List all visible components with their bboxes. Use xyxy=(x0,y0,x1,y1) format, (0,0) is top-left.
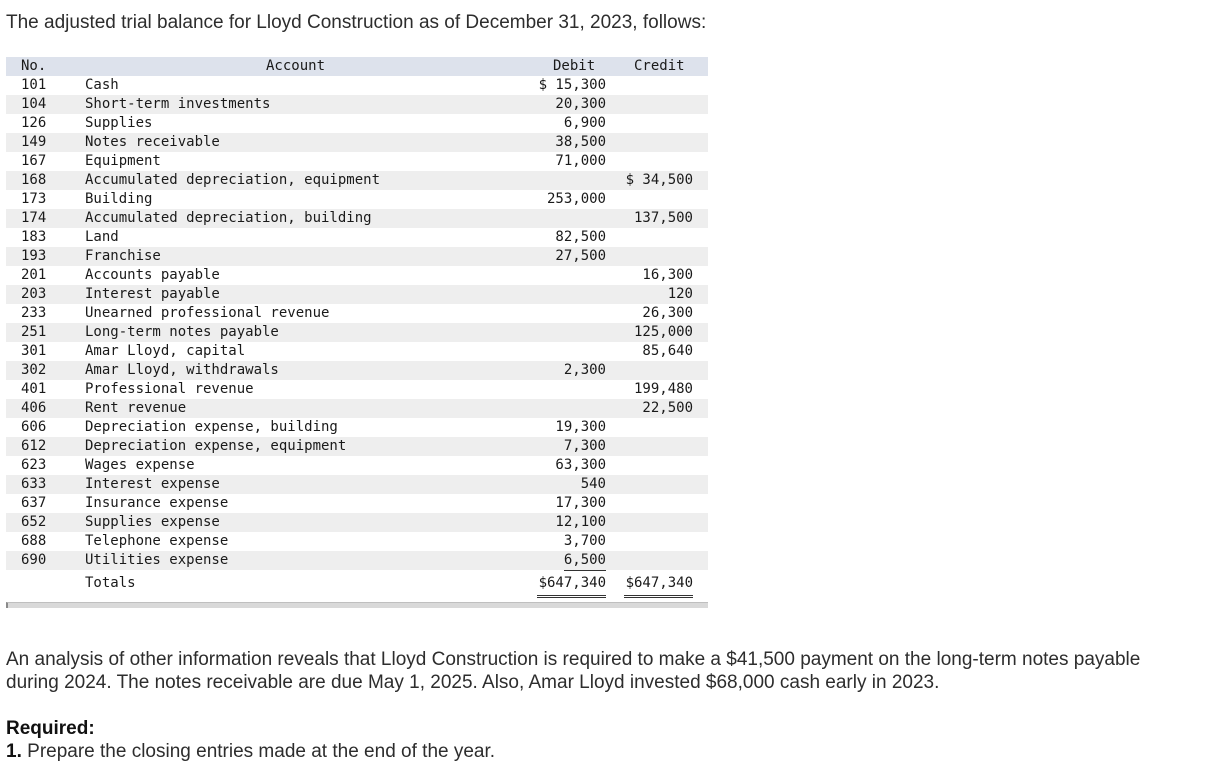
account-name: Interest payable xyxy=(85,286,220,302)
account-name: Long-term notes payable xyxy=(85,324,279,340)
account-name: Utilities expense xyxy=(85,552,229,568)
debit-amount: 540 xyxy=(580,476,606,492)
table-row xyxy=(6,133,708,152)
credit-amount: 16,300 xyxy=(642,267,693,283)
account-number: 173 xyxy=(21,191,47,207)
credit-amount: 137,500 xyxy=(633,210,693,226)
credit-amount: 22,500 xyxy=(642,400,693,416)
account-name: Notes receivable xyxy=(85,134,220,150)
intro-text: The adjusted trial balance for Lloyd Construction as of December 31, 2023, follows: xyxy=(6,12,707,33)
account-name: Cash xyxy=(85,77,119,93)
debit-amount: $ 15,300 xyxy=(538,77,606,93)
table-row xyxy=(6,76,708,95)
header-credit: Credit xyxy=(634,58,685,74)
table-row xyxy=(6,532,708,551)
table-row xyxy=(6,228,708,247)
table-row xyxy=(6,95,708,114)
account-name: Telephone expense xyxy=(85,533,229,549)
credit-amount: 120 xyxy=(667,286,693,302)
account-name: Equipment xyxy=(85,153,161,169)
account-name: Depreciation expense, equipment xyxy=(85,438,347,454)
debit-amount: 19,300 xyxy=(555,419,606,435)
account-number: 302 xyxy=(21,362,47,378)
required-section xyxy=(6,717,495,763)
debit-amount: 6,900 xyxy=(563,115,606,131)
account-number: 690 xyxy=(21,552,47,568)
credit-amount: 125,000 xyxy=(633,324,693,340)
credit-amount: 199,480 xyxy=(633,381,693,397)
table-row xyxy=(6,399,708,418)
table-row xyxy=(6,285,708,304)
table-row xyxy=(6,114,708,133)
table-row xyxy=(6,323,708,342)
account-number: 637 xyxy=(21,495,47,511)
account-name: Supplies xyxy=(85,115,153,131)
account-number: 126 xyxy=(21,115,47,131)
debit-amount: 17,300 xyxy=(555,495,606,511)
debit-amount: 82,500 xyxy=(555,229,606,245)
account-name: Franchise xyxy=(85,248,161,264)
header-no: No. xyxy=(21,58,47,74)
account-number: 401 xyxy=(21,381,47,397)
debit-amount: 3,700 xyxy=(563,533,606,549)
account-name: Rent revenue xyxy=(85,400,187,416)
credit-amount: 85,640 xyxy=(642,343,693,359)
account-name: Accumulated depreciation, building xyxy=(85,210,372,226)
account-name: Professional revenue xyxy=(85,381,254,397)
account-number: 201 xyxy=(21,267,47,283)
debit-amount: 63,300 xyxy=(555,457,606,473)
table-row xyxy=(6,380,708,399)
table-row xyxy=(6,475,708,494)
account-number: 623 xyxy=(21,457,47,473)
analysis-text: An analysis of other information reveals that Lloyd Construction is required to make a $41,500 payment on the long-term notes payable during 2024. The notes receivable are due May 1, 2025. Also, Amar Lloyd invested $68,000 cash early in 2023. xyxy=(6,649,1141,693)
account-name: Supplies expense xyxy=(85,514,220,530)
account-name: Interest expense xyxy=(85,476,220,492)
required-item-text: Prepare the closing entries made at the end of the year. xyxy=(27,741,496,762)
account-number: 167 xyxy=(21,153,47,169)
debit-amount: 38,500 xyxy=(555,134,606,150)
account-name: Short-term investments xyxy=(85,96,271,112)
account-name: Accounts payable xyxy=(85,267,220,283)
account-number: 251 xyxy=(21,324,47,340)
debit-amount: 12,100 xyxy=(555,514,606,530)
account-number: 168 xyxy=(21,172,47,188)
account-name: Unearned professional revenue xyxy=(85,305,330,321)
table-body xyxy=(6,76,708,570)
table-row xyxy=(6,418,708,437)
account-number: 633 xyxy=(21,476,47,492)
account-number: 233 xyxy=(21,305,47,321)
debit-amount: 20,300 xyxy=(555,96,606,112)
table-row xyxy=(6,247,708,266)
account-number: 149 xyxy=(21,134,47,150)
table-row xyxy=(6,513,708,532)
account-name: Wages expense xyxy=(85,457,195,473)
table-row xyxy=(6,209,708,228)
debit-amount: 2,300 xyxy=(563,362,606,378)
account-number: 203 xyxy=(21,286,47,302)
account-number: 406 xyxy=(21,400,47,416)
table-row xyxy=(6,437,708,456)
debit-amount: 7,300 xyxy=(563,438,606,454)
account-number: 183 xyxy=(21,229,47,245)
header-account: Account xyxy=(266,58,326,74)
account-number: 612 xyxy=(21,438,47,454)
header-debit: Debit xyxy=(553,58,596,74)
account-number: 174 xyxy=(21,210,47,226)
account-name: Depreciation expense, building xyxy=(85,419,338,435)
table-row xyxy=(6,456,708,475)
credit-amount: 26,300 xyxy=(642,305,693,321)
table-row xyxy=(6,342,708,361)
totals-credit: $647,340 xyxy=(624,572,693,598)
account-name: Accumulated depreciation, equipment xyxy=(85,172,381,188)
account-number: 104 xyxy=(21,96,47,112)
table-row xyxy=(6,304,708,323)
account-number: 688 xyxy=(21,533,47,549)
table-row xyxy=(6,551,708,570)
account-name: Amar Lloyd, capital xyxy=(85,343,246,359)
table-row xyxy=(6,494,708,513)
account-number: 193 xyxy=(21,248,47,264)
account-number: 606 xyxy=(21,419,47,435)
account-name: Amar Lloyd, withdrawals xyxy=(85,362,279,378)
required-label: Required: xyxy=(6,718,95,739)
required-item-number: 1. xyxy=(6,741,22,762)
debit-amount: 27,500 xyxy=(555,248,606,264)
totals-row xyxy=(6,572,708,595)
table-row xyxy=(6,171,708,190)
totals-label: Totals xyxy=(85,575,136,591)
account-number: 101 xyxy=(21,77,47,93)
credit-amount: $ 34,500 xyxy=(625,172,693,188)
debit-amount: 71,000 xyxy=(555,153,606,169)
account-name: Land xyxy=(85,229,119,245)
account-number: 652 xyxy=(21,514,47,530)
account-name: Building xyxy=(85,191,153,207)
table-row xyxy=(6,361,708,380)
table-row xyxy=(6,190,708,209)
trial-balance-table xyxy=(6,57,708,608)
table-footer-bar xyxy=(6,602,708,608)
debit-amount: 6,500 xyxy=(564,551,606,571)
account-name: Insurance expense xyxy=(85,495,229,511)
totals-debit: $647,340 xyxy=(537,572,606,598)
table-row xyxy=(6,266,708,285)
account-number: 301 xyxy=(21,343,47,359)
table-row xyxy=(6,152,708,171)
table-header-row xyxy=(6,57,708,76)
debit-amount: 253,000 xyxy=(546,191,606,207)
